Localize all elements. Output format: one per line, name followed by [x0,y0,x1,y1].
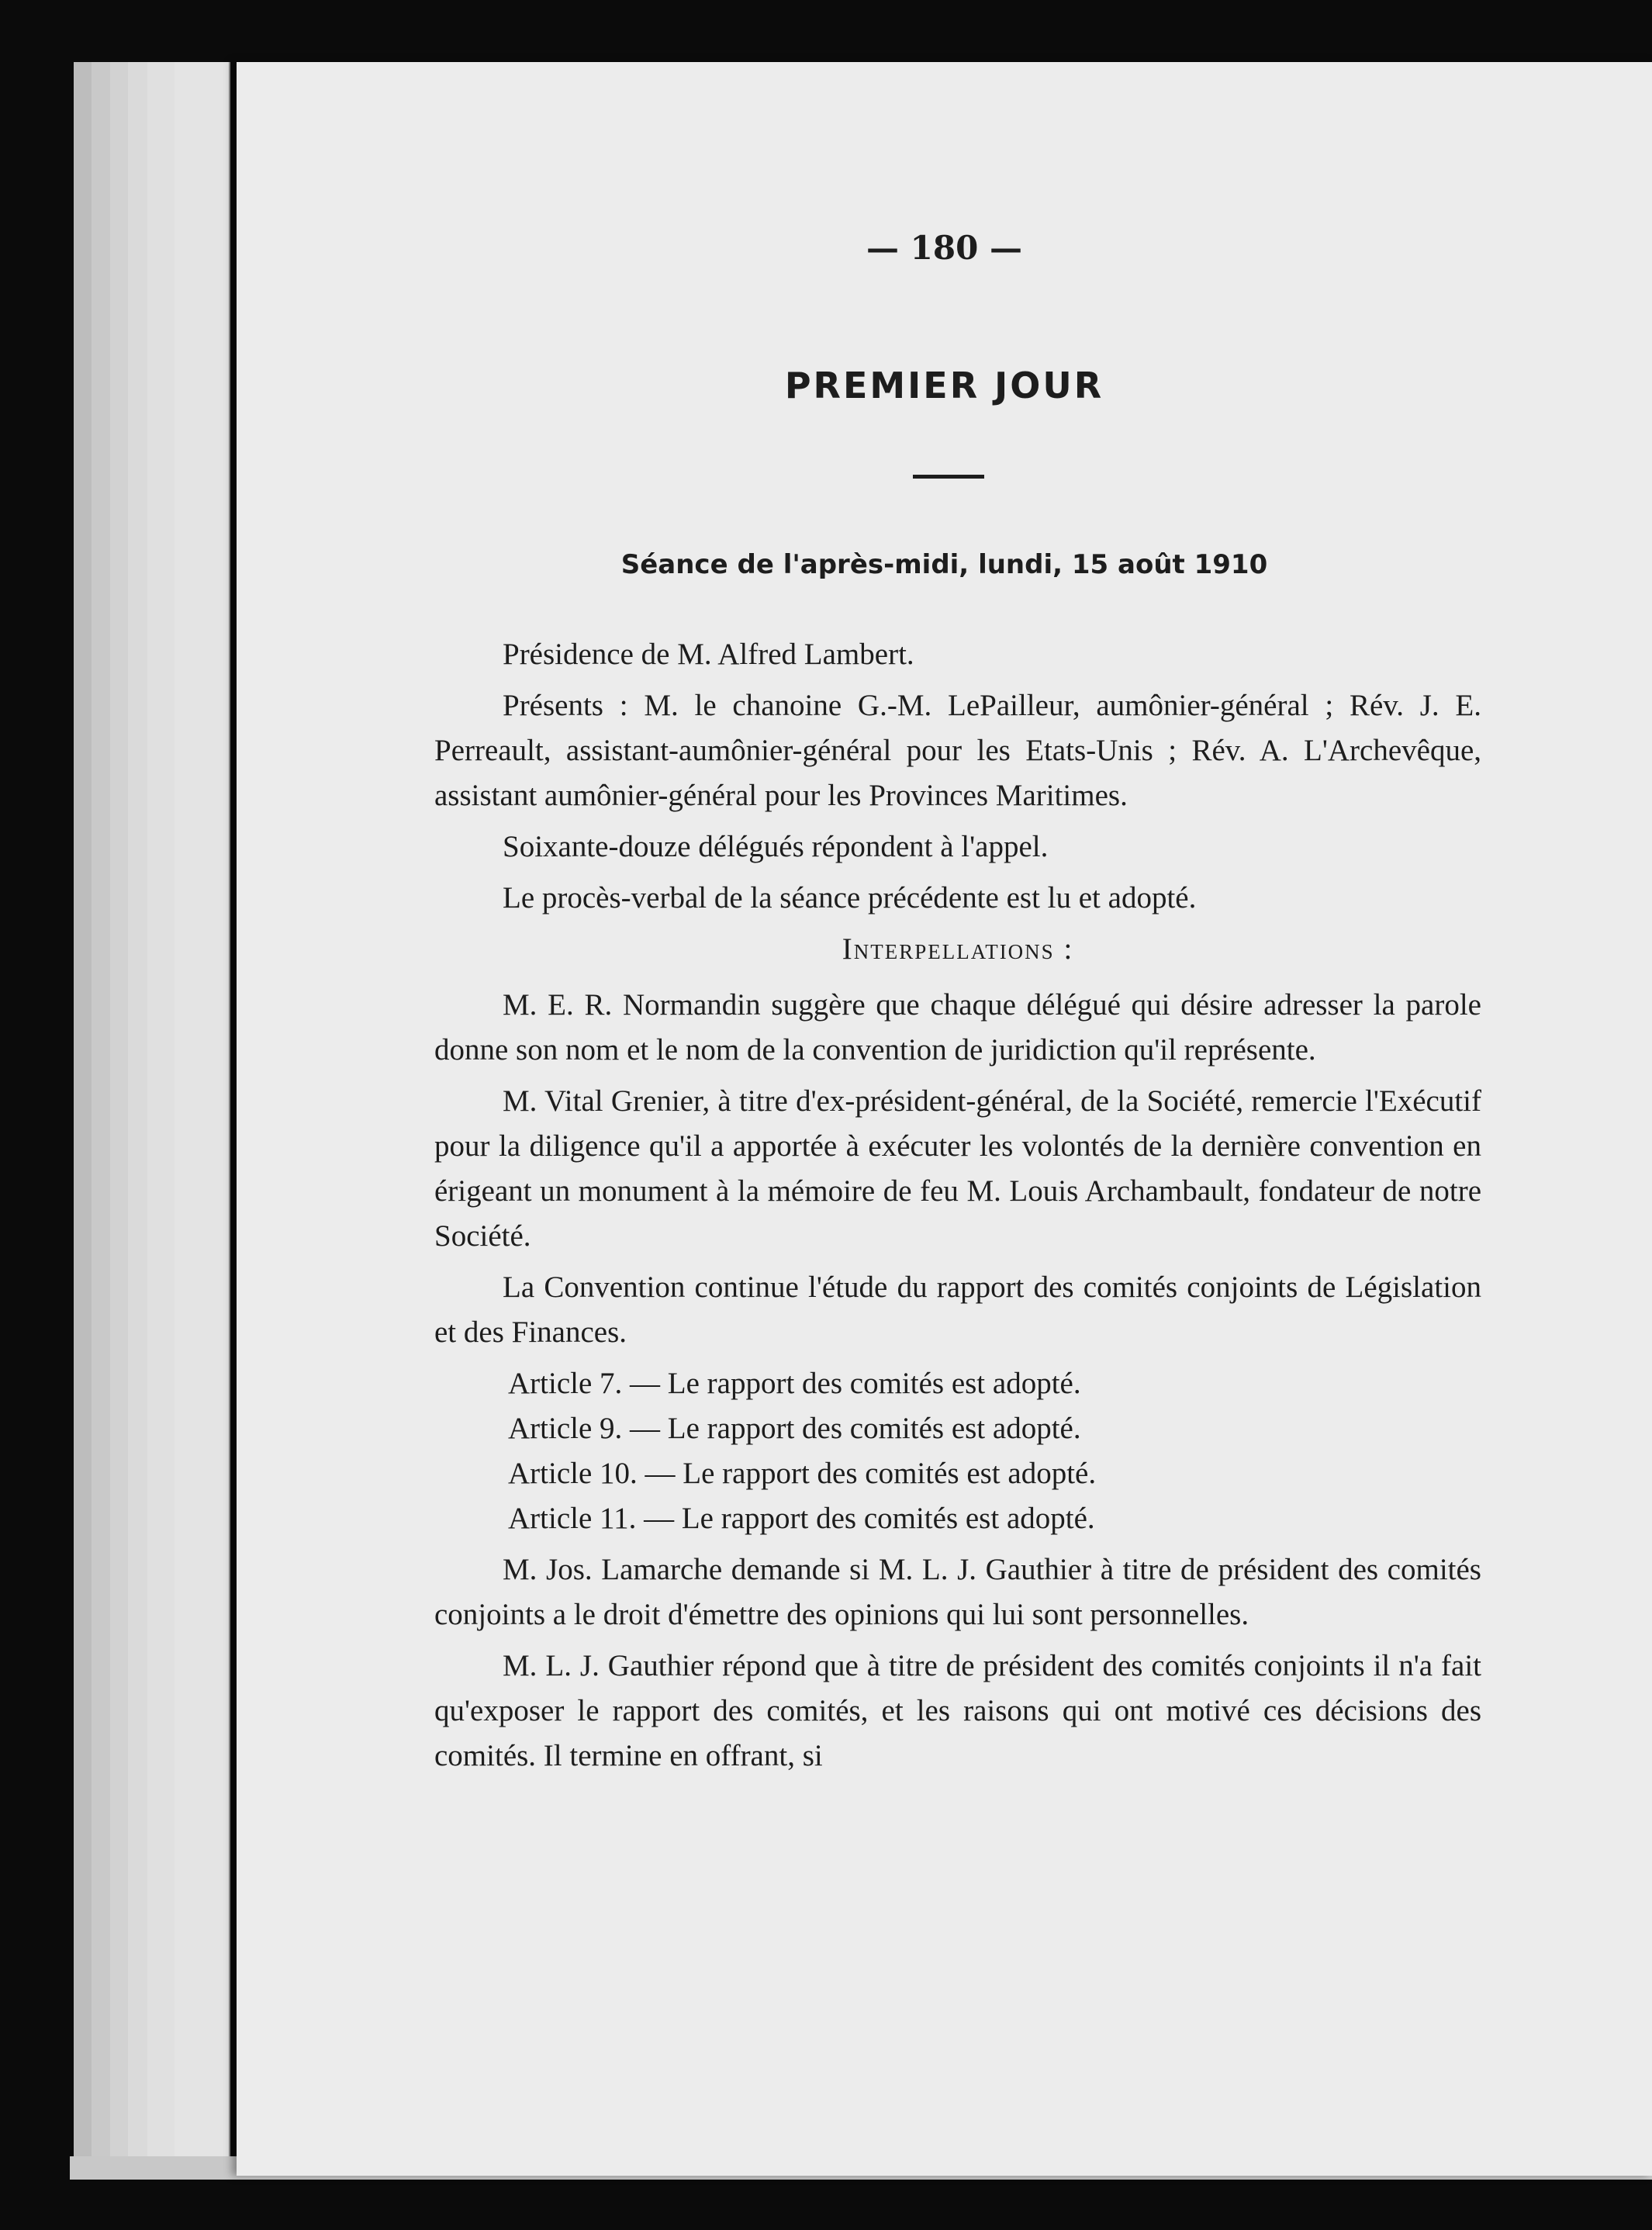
paragraph-presidence: Présidence de M. Alfred Lambert. [503,638,914,671]
paragraph-convention: La Convention continue l'étude du rapport des comités conjoints de Législation et des Finances. [434,1271,1481,1349]
paragraph-lamarche: M. Jos. Lamarche demande si M. L. J. Gauthier à titre de président des comités conjoints a le droit d'émettre des opinions qui lui sont personnelles. [434,1553,1481,1631]
page-edge [175,62,230,2176]
article-line: Article 9. — Le rapport des comités est adopté. [508,1412,1081,1445]
title-rule [913,475,984,479]
paragraph-gauthier: M. L. J. Gauthier répond que à titre de président des comités conjoints il n'a fait qu'exposer le rapport des comités, et les raisons qui ont motivé ces décisions des comités. Il termine en offrant, si [434,1649,1481,1772]
article-line: Article 11. — Le rapport des comités est adopté. [508,1502,1095,1535]
paragraph-grenier: M. Vital Grenier, à titre d'ex-président-général, de la Société, remercie l'Exécutif pour la diligence qu'il a apportée à exécuter les volontés de la dernière convention en érigeant un monument à la mémoire de feu M. Louis Archambault, fondateur de notre Société. [434,1084,1481,1253]
section-title: Interpellations : [842,932,1074,966]
paragraph-presents: Présents : M. le chanoine G.-M. LePailleur, aumônier-général ; Rév. J. E. Perreault, assistant-aumônier-général pour les Etats-Unis ; Rév. A. L'Archevêque, assistant aumônier-général pour les Provinces Maritimes. [434,689,1481,812]
session-line: Séance de l'après-midi, lundi, 15 août 1910 [620,549,1268,580]
book-page [237,62,1652,2176]
article-line: Article 7. — Le rapport des comités est adopté. [508,1367,1081,1400]
page-body [434,632,1481,1785]
page-title: PREMIER JOUR [784,365,1104,406]
page-number: — 180 — [866,229,1022,267]
article-line: Article 10. — Le rapport des comités est adopté. [508,1457,1097,1490]
paragraph-appel: Soixante-douze délégués répondent à l'appel. [503,830,1049,863]
paragraph-normandin: M. E. R. Normandin suggère que chaque délégué qui désire adresser la parole donne son nom et le nom de la convention de juridiction qu'il représente. [434,988,1481,1067]
paragraph-proces-verbal: Le procès-verbal de la séance précédente est lu et adopté. [503,881,1197,914]
